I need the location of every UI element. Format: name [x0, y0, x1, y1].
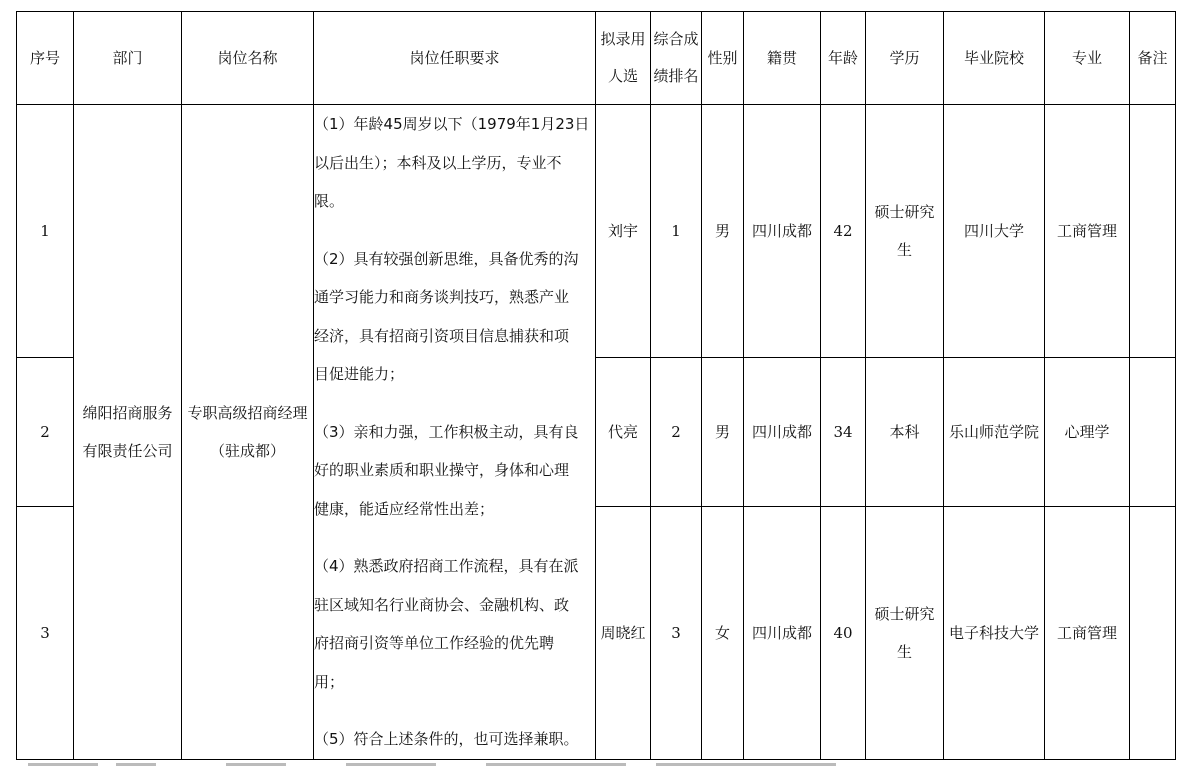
cell-age: 40: [821, 506, 866, 759]
cell-note: [1130, 506, 1176, 759]
cell-origin: 四川成都: [744, 506, 821, 759]
cell-note: [1130, 357, 1176, 506]
cell-seq: 2: [17, 357, 74, 506]
req-line: 好的职业素质和职业操守，身体和心理: [314, 461, 570, 479]
header-gender: 性别: [702, 12, 744, 105]
header-row: [17, 12, 1176, 105]
req-line: 用；: [314, 672, 345, 691]
cell-gender: 女: [702, 506, 744, 759]
header-age: 年龄: [821, 12, 866, 105]
cell-gender: 男: [702, 105, 744, 358]
table-row: [17, 105, 1176, 358]
cell-seq: 3: [17, 506, 74, 759]
cell-candidate: 周晓红: [596, 506, 651, 759]
header-rank: 综合成 绩排名: [651, 12, 702, 105]
cell-note: [1130, 105, 1176, 358]
personnel-table: [16, 11, 1176, 760]
cell-seq: 1: [17, 105, 74, 358]
cell-gender: 男: [702, 357, 744, 506]
header-seq: 序号: [17, 12, 74, 105]
cell-school: 乐山师范学院: [944, 357, 1045, 506]
header-note: 备注: [1130, 12, 1176, 105]
header-post: 岗位名称: [182, 12, 314, 105]
req-line: （2）具有较强创新思维，具备优秀的沟: [314, 249, 579, 268]
header-candidate: 拟录用 人选: [596, 12, 651, 105]
header-school: 毕业院校: [944, 12, 1045, 105]
req-line: （3）亲和力强，工作积极主动，具有良: [314, 422, 579, 441]
cell-candidate: 刘宇: [596, 105, 651, 358]
req-line: （1）年龄45周岁以下（1979年1月23日: [314, 115, 590, 133]
req-line: 以后出生）；本科及以上学历，专业不: [314, 153, 562, 172]
header-origin: 籍贯: [744, 12, 821, 105]
cell-major: 心理学: [1045, 357, 1130, 506]
cell-rank: 3: [651, 506, 702, 759]
cell-major: 工商管理: [1045, 105, 1130, 358]
header-major: 专业: [1045, 12, 1130, 105]
cell-rank: 2: [651, 357, 702, 506]
req-line: 府招商引资等单位工作经验的优先聘: [314, 634, 555, 652]
cell-age: 34: [821, 357, 866, 506]
cell-origin: 四川成都: [744, 105, 821, 358]
req-line: 驻区域知名行业商协会、金融机构、政: [314, 595, 570, 614]
cell-department: 绵阳招商服务 有限责任公司: [74, 105, 182, 760]
req-line: 经济，具有招商引资项目信息捕获和项: [314, 326, 570, 345]
cell-education: 本科: [866, 357, 944, 506]
req-line: （5）符合上述条件的，也可选择兼职。: [314, 730, 579, 748]
req-line: 通学习能力和商务谈判技巧，熟悉产业: [314, 288, 570, 306]
header-education: 学历: [866, 12, 944, 105]
cell-rank: 1: [651, 105, 702, 358]
header-requirements: 岗位任职要求: [314, 12, 596, 105]
cell-age: 42: [821, 105, 866, 358]
cell-requirements: [314, 105, 596, 760]
cell-school: 电子科技大学: [944, 506, 1045, 759]
req-line: 目促进能力；: [314, 365, 405, 383]
req-line: （4）熟悉政府招商工作流程，具有在派: [314, 557, 579, 575]
cropped-footnote-strip: [16, 757, 1176, 768]
cell-origin: 四川成都: [744, 357, 821, 506]
cell-education: 硕士研究 生: [866, 105, 944, 358]
cell-post: 专职高级招商经理 （驻成都）: [182, 105, 314, 760]
header-dept: 部门: [74, 12, 182, 105]
cell-education: 硕士研究 生: [866, 506, 944, 759]
req-line: 健康，能适应经常性出差；: [314, 499, 495, 518]
req-line: 限。: [314, 192, 345, 210]
cell-major: 工商管理: [1045, 506, 1130, 759]
cell-school: 四川大学: [944, 105, 1045, 358]
cell-candidate: 代亮: [596, 357, 651, 506]
